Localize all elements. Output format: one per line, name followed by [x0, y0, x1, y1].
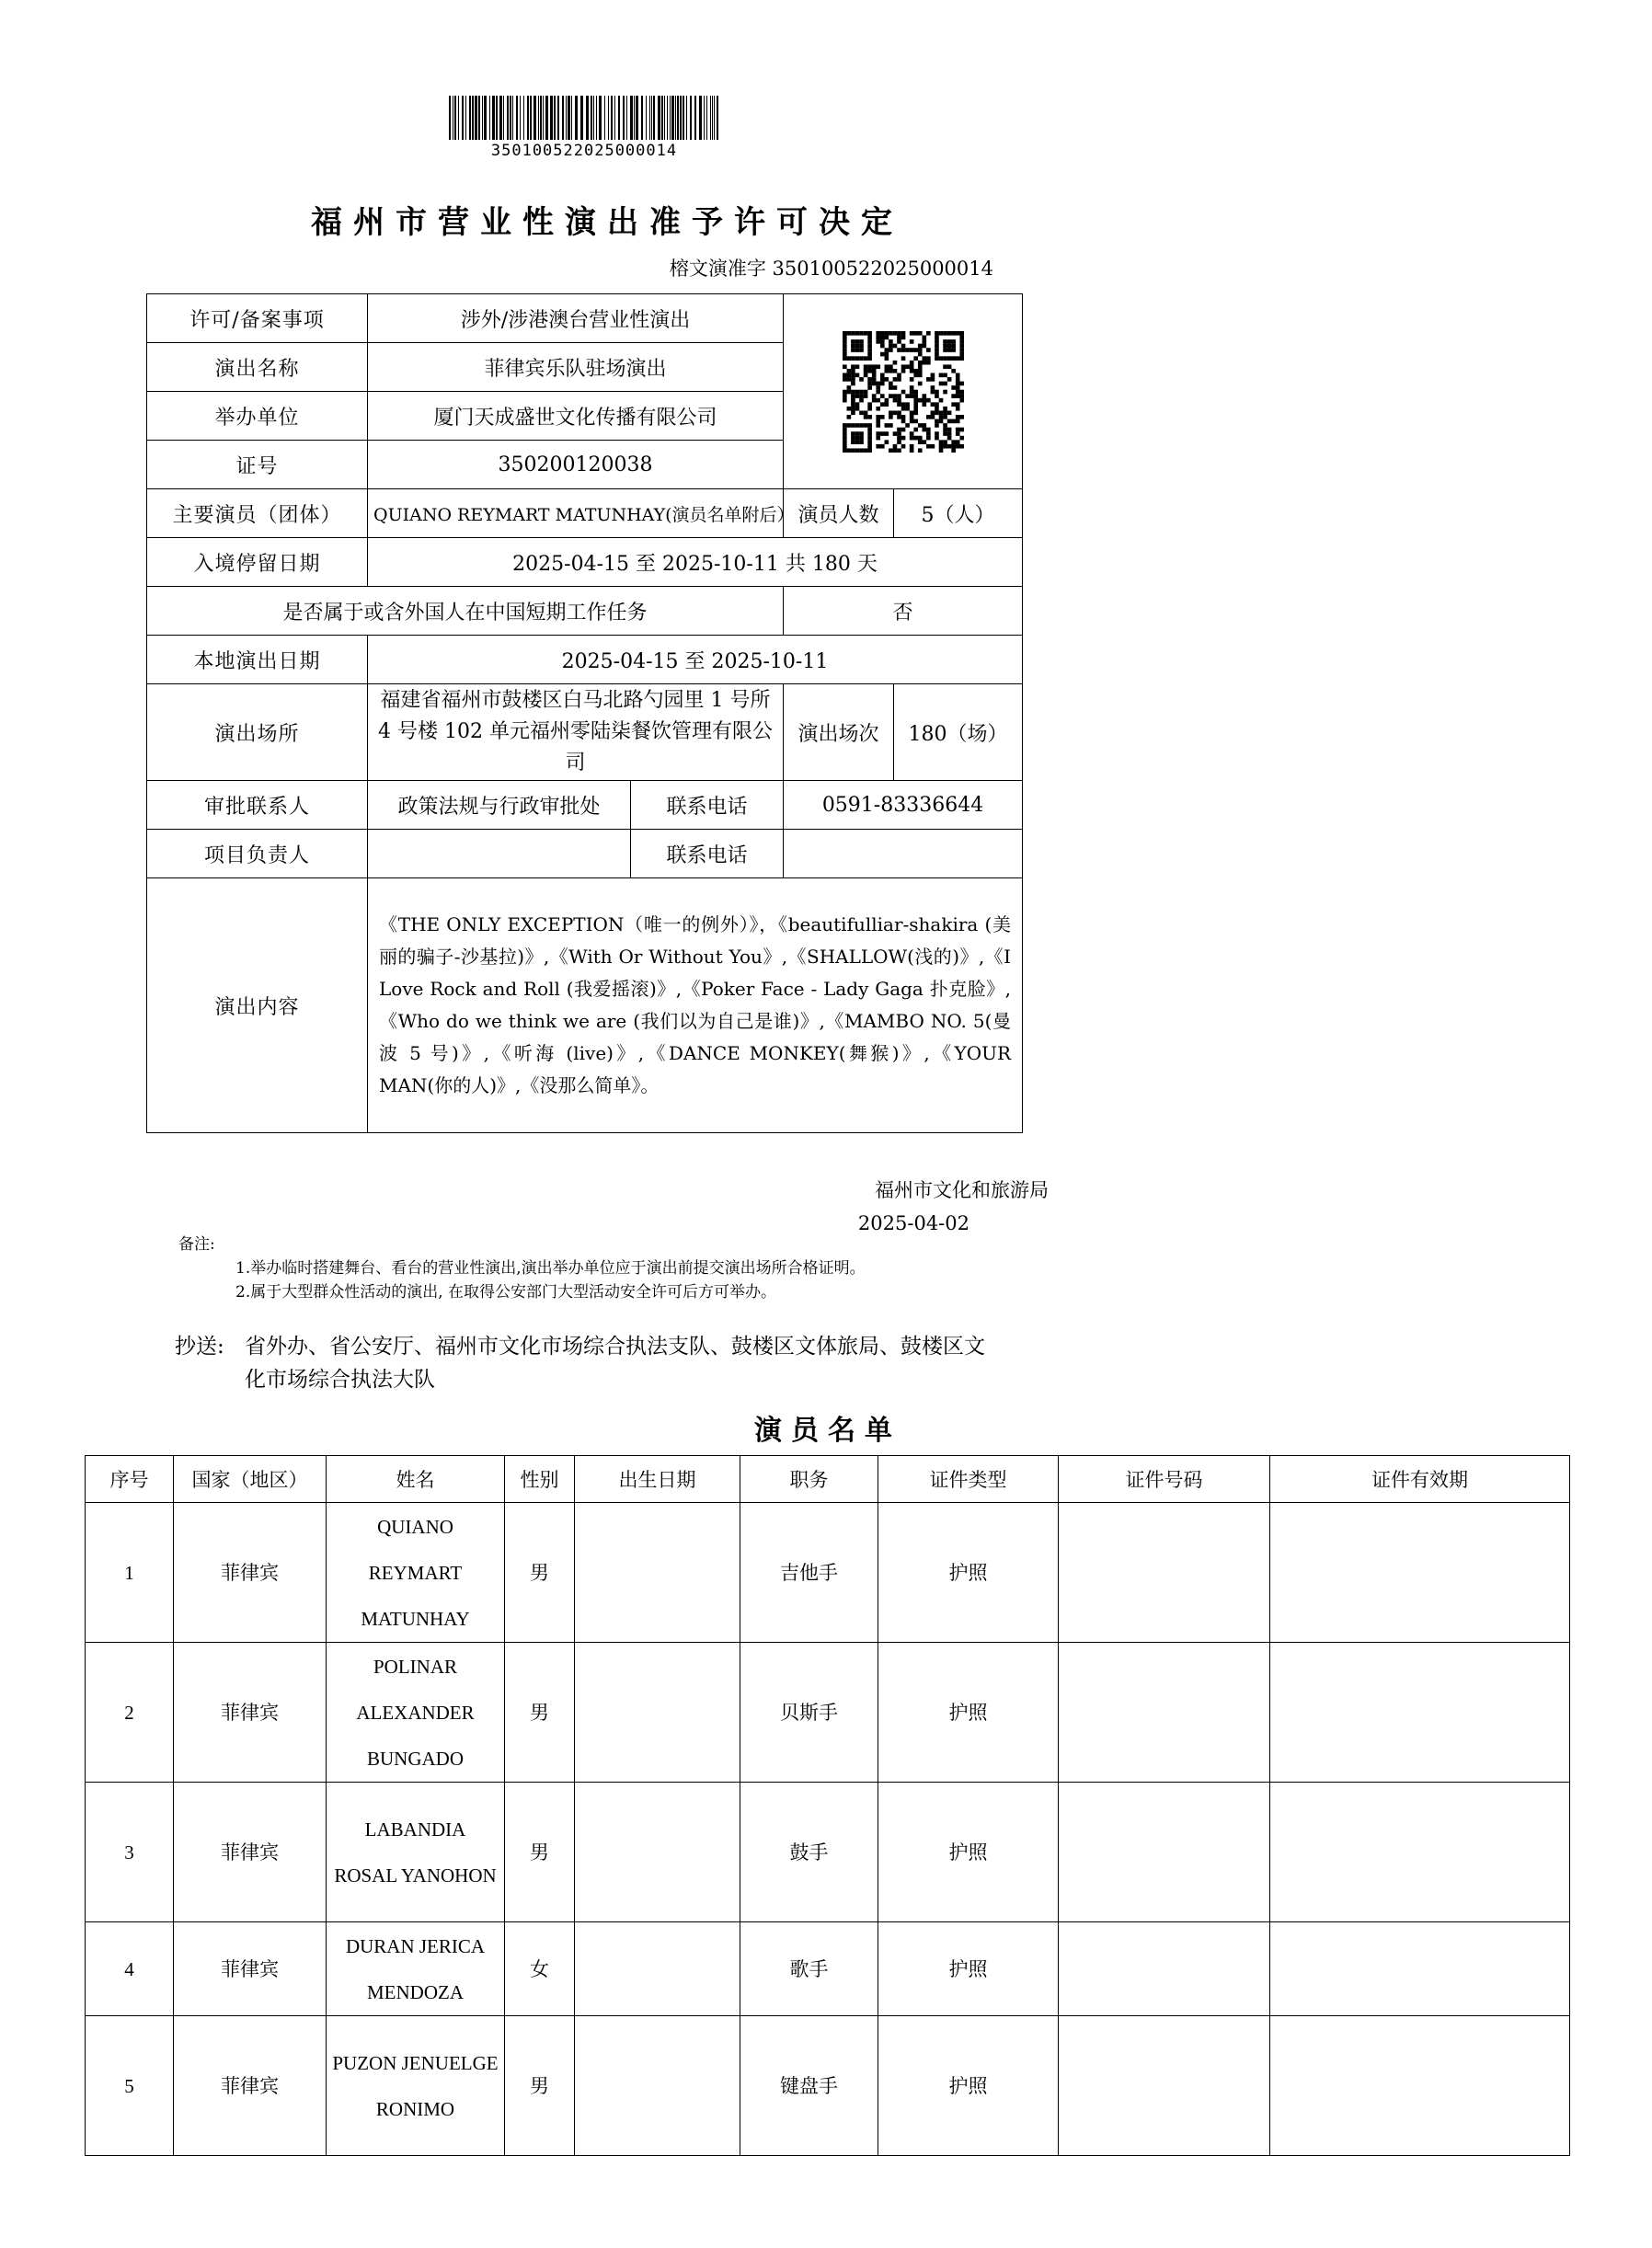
table-row [86, 2016, 1570, 2156]
cc-recipients: 省外办、省公安厅、福州市文化市场综合执法支队、鼓楼区文体旅局、鼓楼区文化市场综合执法大队 [245, 1335, 985, 1392]
performer-count-label: 演员人数 [784, 489, 894, 538]
barcode-bar [580, 96, 583, 140]
barcode-bar [712, 96, 713, 140]
name-value: 菲律宾乐队驻场演出 [368, 343, 784, 392]
barcode-bar [523, 96, 524, 140]
approver-value: 政策法规与行政审批处 [368, 781, 631, 830]
barcode-bar [533, 96, 536, 140]
barcode-bar [614, 96, 615, 140]
barcode-bar [489, 96, 490, 140]
barcode-bar [658, 96, 660, 140]
sessions-label: 演出场次 [784, 684, 894, 781]
barcode-bar [653, 96, 655, 140]
barcode-bar [706, 96, 707, 140]
cell-id-number [1059, 2016, 1270, 2156]
performer-count-value: 5（人） [894, 489, 1023, 538]
short-term-work-label: 是否属于或含外国人在中国短期工作任务 [147, 587, 784, 636]
barcode-bar [465, 96, 466, 140]
barcode-bar [550, 96, 553, 140]
barcode-bar [566, 96, 567, 140]
barcode-bar [599, 96, 602, 140]
cell-country: 菲律宾 [174, 1643, 327, 1783]
barcode-bar [649, 96, 650, 140]
document-title: 福州市营业性演出准予许可决定 [311, 204, 903, 241]
content-value: 《THE ONLY EXCEPTION（唯一的例外）》，《beautifulliar-shakira (美丽的骗子-沙基拉)》,《With Or Without You》,《SHALLOW(浅的)》,《I Love Rock and Roll (我爱摇滚)》,《Poker Face - Lady Gaga 扑克脸》,《Who do we think we are (我们以为自己是谁)》,《MAMBO NO. 5(曼波 5 号)》,《听海 (live)》,《DANCE MONKEY(舞猴)》,《YOUR MAN(你的人)》,《没那么简单》。 [368, 878, 1023, 1133]
sessions-value: 180（场） [894, 684, 1023, 781]
cell-country: 菲律宾 [174, 1503, 327, 1643]
barcode-bar [664, 96, 665, 140]
barcode-bar [630, 96, 633, 140]
table-row [86, 1503, 1570, 1643]
cell-name: QUIANO REYMART MATUNHAY [327, 1503, 505, 1643]
barcode-bar [499, 96, 502, 140]
barcode-bar [593, 96, 594, 140]
barcode-bar [694, 96, 696, 140]
note-item: 2.属于大型群众性活动的演出, 在取得公安部门大型活动安全许可后方可举办。 [235, 1283, 777, 1302]
barcode-bar [717, 96, 718, 140]
local-date-label: 本地演出日期 [147, 636, 368, 684]
cell-index: 1 [86, 1503, 174, 1643]
barcode-bar [634, 96, 635, 140]
cell-id-validity [1270, 1503, 1570, 1643]
venue-value: 福建省福州市鼓楼区白马北路勺园里 1 号所 4 号楼 102 单元福州零陆柒餐饮管理有限公司 [368, 684, 784, 781]
barcode-bar [704, 96, 705, 140]
barcode-bar [591, 96, 592, 140]
qr-code-cell [784, 294, 1023, 489]
header-gender: 性别 [505, 1456, 575, 1503]
barcode-bar [586, 96, 589, 140]
document-number: 榕文演准字 350100522025000014 [669, 258, 993, 280]
cell-country: 菲律宾 [174, 1922, 327, 2016]
barcode-bar [496, 96, 498, 140]
barcode-bar [608, 96, 609, 140]
barcode-bar [472, 96, 474, 140]
cell-id-type: 护照 [878, 1922, 1059, 2016]
barcode-bar [512, 96, 513, 140]
barcode-bar [475, 96, 477, 140]
cell-name: POLINAR ALEXANDER BUNGADO [327, 1643, 505, 1783]
barcode-bar [545, 96, 548, 140]
approver-phone-value: 0591-83336644 [784, 781, 1023, 830]
cell-id-number [1059, 1503, 1270, 1643]
barcode-bar [618, 96, 620, 140]
barcode-bar [571, 96, 572, 140]
approver-label: 审批联系人 [147, 781, 368, 830]
barcode-bar [503, 96, 504, 140]
cell-gender: 男 [505, 1503, 575, 1643]
short-term-work-value: 否 [784, 587, 1023, 636]
barcode-bar [507, 96, 509, 140]
cell-name: LABANDIA ROSAL YANOHON [327, 1783, 505, 1922]
notes-block [178, 1233, 1043, 1304]
barcode-bar [516, 96, 518, 140]
cell-index: 5 [86, 2016, 174, 2156]
barcode-bar [611, 96, 613, 140]
header-country: 国家（地区） [174, 1456, 327, 1503]
barcode-bar [562, 96, 564, 140]
cell-gender: 女 [505, 1922, 575, 2016]
barcode-bar [478, 96, 480, 140]
cell-id-type: 护照 [878, 2016, 1059, 2156]
barcode-bar [492, 96, 495, 140]
name-label: 演出名称 [147, 343, 368, 392]
barcode-bar [651, 96, 652, 140]
cell-gender: 男 [505, 1643, 575, 1783]
cell-id-validity [1270, 1643, 1570, 1783]
barcode-bar [677, 96, 679, 140]
barcode-bar [554, 96, 556, 140]
barcode-bar [510, 96, 511, 140]
barcode-bar [623, 96, 625, 140]
content-label: 演出内容 [147, 878, 368, 1133]
barcode-bar [661, 96, 663, 140]
barcode-bar [530, 96, 532, 140]
barcode-bar [568, 96, 570, 140]
barcode-bar [596, 96, 597, 140]
cell-index: 4 [86, 1922, 174, 2016]
cell-birthdate [575, 1783, 740, 1922]
barcode-bar [449, 96, 451, 140]
cc-label: 抄送: [175, 1335, 224, 1359]
cell-id-validity [1270, 1783, 1570, 1922]
header-id-type: 证件类型 [878, 1456, 1059, 1503]
organizer-label: 举办单位 [147, 392, 368, 441]
stay-date-label: 入境停留日期 [147, 538, 368, 587]
header-role: 职务 [740, 1456, 878, 1503]
roster-table [85, 1455, 1570, 2156]
barcode-bar [482, 96, 483, 140]
cell-id-validity [1270, 2016, 1570, 2156]
cell-country: 菲律宾 [174, 2016, 327, 2156]
barcode-bar [714, 96, 715, 140]
barcode-bar [710, 96, 711, 140]
note-item: 1.举办临时搭建舞台、看台的营业性演出,演出举办单位应于演出前提交演出场所合格证明。 [235, 1259, 866, 1278]
header-id-number: 证件号码 [1059, 1456, 1270, 1503]
barcode-bar [604, 96, 605, 140]
cell-id-number [1059, 1922, 1270, 2016]
cell-name: PUZON JENUELGE RONIMO [327, 2016, 505, 2156]
permit-table [146, 293, 1023, 1133]
cell-birthdate [575, 1643, 740, 1783]
cell-role: 贝斯手 [740, 1643, 878, 1783]
barcode-bar [646, 96, 647, 140]
venue-label: 演出场所 [147, 684, 368, 781]
notes-label: 备注: [178, 1235, 215, 1254]
barcode-bar [641, 96, 643, 140]
barcode-bar [520, 96, 521, 140]
barcode-bar [670, 96, 671, 140]
barcode-bar [626, 96, 627, 140]
item-label: 许可/备案事项 [147, 294, 368, 343]
barcode-number: 350100522025000014 [490, 142, 678, 160]
qr-code-icon [843, 331, 964, 453]
barcode-bar [538, 96, 539, 140]
manager-phone-value [784, 830, 1023, 878]
manager-value [368, 830, 631, 878]
barcode-bar [458, 96, 459, 140]
stay-date-value: 2025-04-15 至 2025-10-11 共 180 天 [368, 538, 1023, 587]
barcode-bar [675, 96, 676, 140]
cell-role: 吉他手 [740, 1503, 878, 1643]
cell-country: 菲律宾 [174, 1783, 327, 1922]
barcode-bar [699, 96, 702, 140]
barcode-bar [527, 96, 529, 140]
table-row [86, 1922, 1570, 2016]
barcode-bar [683, 96, 684, 140]
organizer-value: 厦门天成盛世文化传播有限公司 [368, 392, 784, 441]
barcode-bar [543, 96, 544, 140]
cell-id-type: 护照 [878, 1503, 1059, 1643]
cell-index: 2 [86, 1643, 174, 1783]
barcode-bar [469, 96, 471, 140]
barcode-bar [690, 96, 692, 140]
barcode-bar [575, 96, 578, 140]
issuer-block [644, 1174, 1049, 1240]
cell-id-validity [1270, 1922, 1570, 2016]
header-index: 序号 [86, 1456, 174, 1503]
barcode-bar [686, 96, 687, 140]
barcode-bar [557, 96, 559, 140]
barcode-bar [484, 96, 487, 140]
approver-phone-label: 联系电话 [631, 781, 784, 830]
cell-gender: 男 [505, 2016, 575, 2156]
cell-role: 键盘手 [740, 2016, 878, 2156]
barcode-bar [540, 96, 542, 140]
barcode-bar [636, 96, 638, 140]
cell-name: DURAN JERICA MENDOZA [327, 1922, 505, 2016]
roster-title: 演员名单 [754, 1415, 901, 1447]
header-id-validity: 证件有效期 [1270, 1456, 1570, 1503]
license-label: 证号 [147, 441, 368, 489]
cell-index: 3 [86, 1783, 174, 1922]
header-birthdate: 出生日期 [575, 1456, 740, 1503]
manager-label: 项目负责人 [147, 830, 368, 878]
cell-role: 歌手 [740, 1922, 878, 2016]
cell-id-type: 护照 [878, 1783, 1059, 1922]
cell-birthdate [575, 2016, 740, 2156]
cell-birthdate [575, 1922, 740, 2016]
table-row [86, 1643, 1570, 1783]
barcode-bar [454, 96, 456, 140]
manager-phone-label: 联系电话 [631, 830, 784, 878]
barcode-image [449, 96, 719, 142]
cell-id-type: 护照 [878, 1643, 1059, 1783]
local-date-value: 2025-04-15 至 2025-10-11 [368, 636, 1023, 684]
license-value: 350200120038 [368, 441, 784, 489]
cell-gender: 男 [505, 1783, 575, 1922]
issuer-name: 福州市文化和旅游局 [875, 1179, 1049, 1201]
cell-role: 鼓手 [740, 1783, 878, 1922]
item-value: 涉外/涉港澳台营业性演出 [368, 294, 784, 343]
cell-id-number [1059, 1643, 1270, 1783]
performer-label: 主要演员（团体） [147, 489, 368, 538]
cc-block [175, 1330, 1003, 1396]
barcode-bar [462, 96, 464, 140]
cell-birthdate [575, 1503, 740, 1643]
header-name: 姓名 [327, 1456, 505, 1503]
cell-id-number [1059, 1783, 1270, 1922]
issue-date: 2025-04-02 [857, 1212, 969, 1234]
performer-value: QUIANO REYMART MATUNHAY(演员名单附后） [368, 489, 784, 538]
barcode-bar [680, 96, 682, 140]
barcode-bar [671, 96, 674, 140]
table-row [86, 1783, 1570, 1922]
barcode-bar [667, 96, 668, 140]
